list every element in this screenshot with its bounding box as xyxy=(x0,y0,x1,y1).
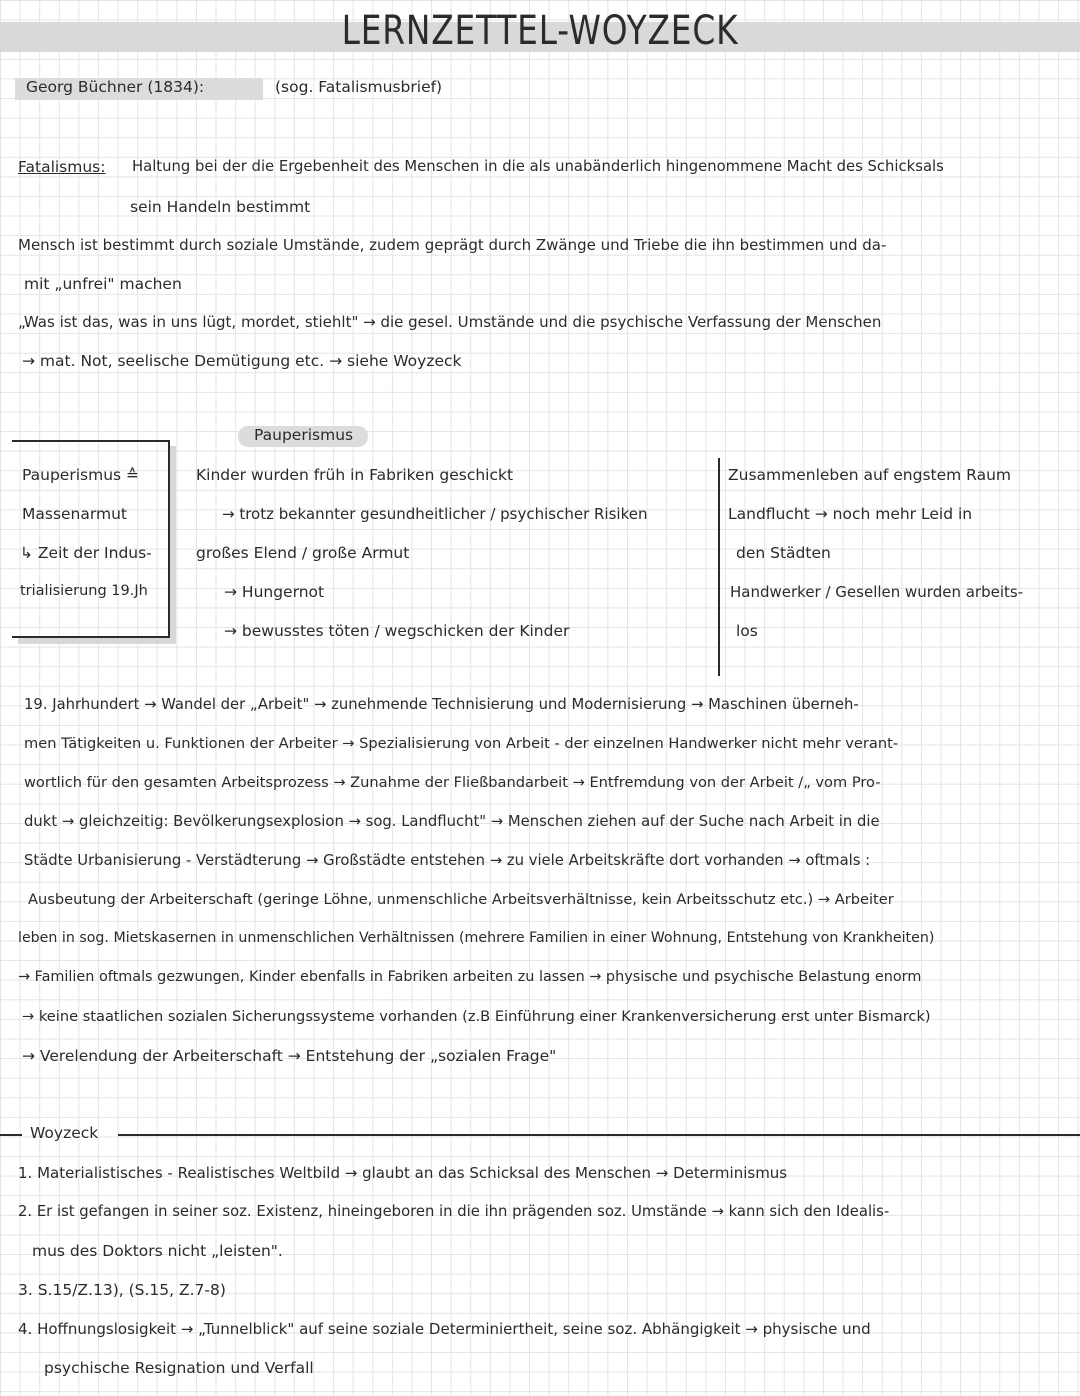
pauperismus-heading: Pauperismus xyxy=(254,426,354,444)
fatalismus-line-5: „Was ist das, was in uns lügt, mordet, stiehlt" → die gesel. Umstände und die psychische Verfassung der Menschen xyxy=(18,313,882,331)
paragraph-line: → keine staatlichen sozialen Sicherungssysteme vorhanden (z.B Einführung einer Krankenversicherung erst unter Bismarck) xyxy=(22,1008,931,1025)
paragraph-line: wortlich für den gesamten Arbeitsprozess → Zunahme der Fließbandarbeit → Entfremdung von der Arbeit /„ vom Pro- xyxy=(24,774,881,791)
section-rule-left xyxy=(0,1134,22,1136)
paragraph-line: dukt → gleichzeitig: Bevölkerungsexplosion → sog. Landflucht" → Menschen ziehen auf der Suche nach Arbeit in die xyxy=(24,813,880,830)
fatalismus-line-3: Mensch ist bestimmt durch soziale Umstände, zudem geprägt durch Zwänge und Triebe die ihn bestimmen und da- xyxy=(18,236,887,254)
box-line: trialisierung 19.Jh xyxy=(20,583,148,599)
right-item: Landflucht → noch mehr Leid in xyxy=(728,505,973,523)
paragraph-line: leben in sog. Mietskasernen in unmenschlichen Verhältnissen (mehrere Familien in einer Wohnung, Entstehung von Krankheiten) xyxy=(18,930,935,946)
paragraph-line: → Familien oftmals gezwungen, Kinder ebenfalls in Fabriken arbeiten zu lassen → physische und psychische Belastung enorm xyxy=(18,969,922,985)
page-title: LERNZETTEL-WOYZECK xyxy=(341,8,739,54)
fatalismus-term: Fatalismus: xyxy=(18,158,106,176)
mid-item: → trotz bekannter gesundheitlicher / psychischer Risiken xyxy=(222,505,648,523)
fatalismus-line-4: mit „unfrei" machen xyxy=(24,275,182,293)
box-line: ↳ Zeit der Indus- xyxy=(20,544,152,562)
paragraph-line: Städte Urbanisierung - Verstädterung → Großstädte entstehen → zu viele Arbeitskräfte dort vorhanden → oftmals : xyxy=(24,852,871,869)
fatalismus-line-2: sein Handeln bestimmt xyxy=(130,198,311,216)
paragraph-line: men Tätigkeiten u. Funktionen der Arbeiter → Spezialisierung von Arbeit - der einzelnen Handwerker nicht mehr verant- xyxy=(24,735,899,752)
woyzeck-item: 1. Materialistisches - Realistisches Weltbild → glaubt an das Schicksal des Menschen → Determinismus xyxy=(18,1164,788,1182)
right-item: den Städten xyxy=(736,544,831,562)
woyzeck-heading: Woyzeck xyxy=(30,1124,99,1142)
mid-item: → Hungernot xyxy=(224,583,325,601)
box-line: Massenarmut xyxy=(22,505,127,523)
mid-item: → bewusstes töten / wegschicken der Kinder xyxy=(224,622,570,640)
author-name: Georg Büchner (1834): xyxy=(26,78,205,96)
paragraph-line: Ausbeutung der Arbeiterschaft (geringe Löhne, unmenschliche Arbeitsverhältnisse, kein Arbeitsschutz etc.) → Arbeiter xyxy=(28,891,894,908)
right-item: Zusammenleben auf engstem Raum xyxy=(728,466,1012,484)
paragraph-line: 19. Jahrhundert → Wandel der „Arbeit" → zunehmende Technisierung und Modernisierung → Maschinen überneh- xyxy=(24,696,859,713)
author-note: (sog. Fatalismusbrief) xyxy=(275,78,443,96)
woyzeck-item: 2. Er ist gefangen in seiner soz. Existenz, hineingeboren in die ihn prägenden soz. Umstände → kann sich den Idealis- xyxy=(18,1203,890,1220)
right-item: los xyxy=(736,622,758,640)
section-rule-right xyxy=(118,1134,1080,1136)
right-item: Handwerker / Gesellen wurden arbeits- xyxy=(730,583,1024,601)
woyzeck-item: 3. S.15/Z.13), (S.15, Z.7-8) xyxy=(18,1281,226,1299)
mid-item: großes Elend / große Armut xyxy=(196,544,410,562)
box-line: Pauperismus ≙ xyxy=(22,466,140,484)
fatalismus-line-6: → mat. Not, seelische Demütigung etc. → siehe Woyzeck xyxy=(22,352,462,370)
fatalismus-line-1: Haltung bei der die Ergebenheit des Menschen in die als unabänderlich hingenommene Macht des Schicksals xyxy=(132,158,944,175)
woyzeck-item: mus des Doktors nicht „leisten". xyxy=(32,1242,283,1260)
woyzeck-item: psychische Resignation und Verfall xyxy=(44,1359,314,1377)
mid-item: Kinder wurden früh in Fabriken geschickt xyxy=(196,466,514,484)
column-divider xyxy=(718,458,720,676)
paragraph-line: → Verelendung der Arbeiterschaft → Entstehung der „sozialen Frage" xyxy=(22,1047,557,1065)
woyzeck-item: 4. Hoffnungslosigkeit → „Tunnelblick" auf seine soziale Determiniertheit, seine soz. Abhängigkeit → physische und xyxy=(18,1320,871,1338)
